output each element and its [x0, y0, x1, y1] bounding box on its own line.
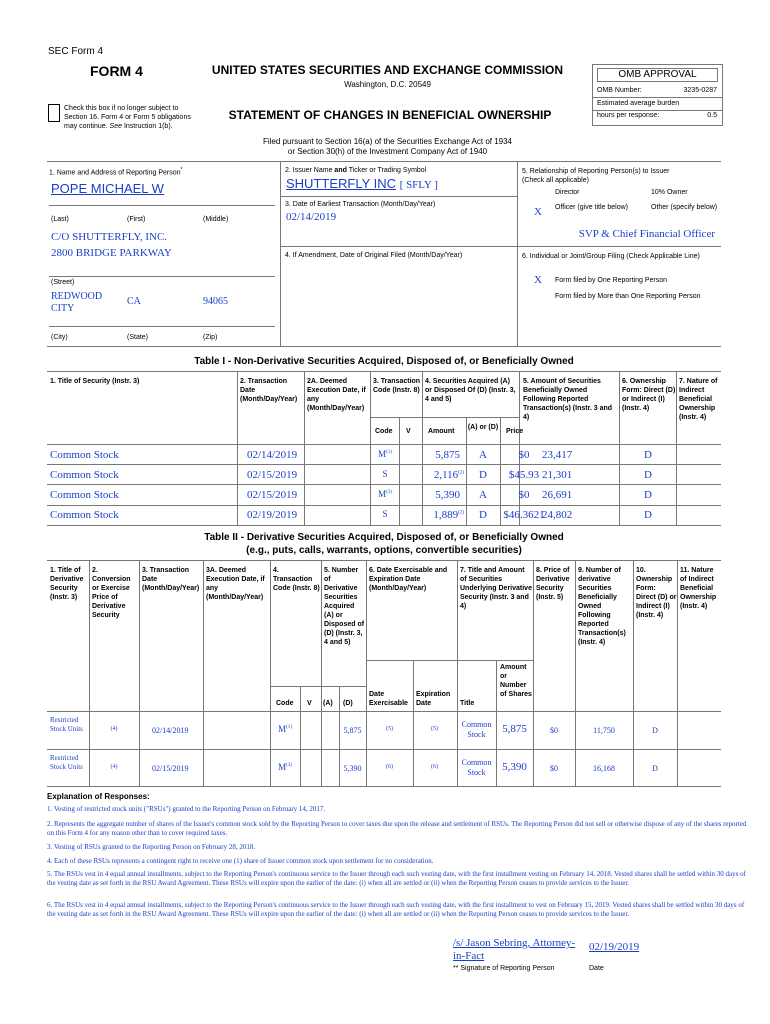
- filed-line-2: or Section 30(h) of the Investment Company Act of 1940: [287, 147, 488, 156]
- t2-cell-conv: (4): [110, 764, 118, 770]
- table-row: [0, 712, 770, 749]
- ticker-symbol: [ SFLY ]: [399, 179, 438, 191]
- t2-h3a: 3A. Deemed Execution Date, if any (Month/Day/Year): [206, 567, 265, 601]
- t1-cell-form: D: [644, 509, 652, 521]
- t1-cell-amount: 5,875: [435, 449, 460, 461]
- issuer-name-link[interactable]: SHUTTERFLY INC: [286, 176, 397, 191]
- t1-cell-code: $M^{(3)}$: [378, 489, 392, 499]
- form-title: FORM 4: [90, 63, 143, 79]
- t2-h3: 3. Transaction Date (Month/Day/Year): [142, 567, 200, 592]
- t1-cell-price: $0: [518, 449, 530, 461]
- t1-cell-ad: D: [479, 469, 487, 481]
- t2-a: (A): [323, 700, 333, 707]
- last-label: (Last): [51, 216, 69, 223]
- t1-cell-date: 02/19/2019: [247, 509, 298, 521]
- omb-box: [592, 64, 723, 126]
- footnote-4: 4. Each of these RSUs represents a contingent right to receive one (1) share of Issuer common stock upon settlement for no consideration.: [47, 857, 434, 865]
- t2-cell-conv: (4): [110, 726, 118, 732]
- one-person-checkmark: X: [534, 274, 542, 286]
- ten-percent-owner-label: 10% Owner: [651, 189, 688, 196]
- t1-h5: 5. Amount of Securities Beneficially Owned Following Reported Transaction(s) (Instr. 3 and 4): [523, 378, 613, 421]
- t2-cell-utitle: Common Stock: [461, 720, 492, 739]
- t1-cell-amount: 1,889$^{(2)}$: [433, 509, 464, 521]
- signature-date: 02/19/2019: [589, 941, 640, 953]
- t2-h1: 1. Title of Derivative Security (Instr. 3): [50, 567, 84, 601]
- t1-cell-ad: A: [479, 489, 487, 501]
- t2-cell-exer: (6): [386, 764, 393, 770]
- t1-cell-form: D: [644, 469, 652, 481]
- t2-cell-d: 5,875: [343, 726, 362, 735]
- t1-cell-ad: D: [479, 509, 487, 521]
- agency-location: Washington, D.C. 20549: [344, 80, 431, 89]
- table1-title: Table I - Non-Derivative Securities Acquired, Disposed of, or Beneficially Owned: [194, 356, 574, 367]
- t2-cell-date: 02/14/2019: [152, 726, 189, 735]
- t2-h10: 10. Ownership Form: Direct (D) or Indirect (I) (Instr. 4): [636, 567, 677, 619]
- t1-cell-title: Common Stock: [50, 449, 119, 461]
- table-row: [0, 465, 770, 485]
- t2-code: Code: [276, 700, 294, 707]
- t1-cell-ad: A: [479, 449, 487, 461]
- t2-cell-code: $M^{(3)}$: [278, 762, 292, 772]
- t2-cell-title: Restricted Stock Units: [50, 754, 83, 771]
- t2-cell-owned: 16,168: [593, 764, 615, 773]
- t2-cell-price: $0: [550, 726, 558, 735]
- t1-cell-title: Common Stock: [50, 509, 119, 521]
- t1-price: Price: [506, 428, 524, 435]
- t2-title: Title: [460, 700, 475, 707]
- t1-cell-date: 02/15/2019: [247, 469, 298, 481]
- t1-cell-form: D: [644, 489, 652, 501]
- earliest-transaction-date: 02/14/2019: [286, 211, 337, 223]
- t2-cell-utitle: Common Stock: [461, 758, 492, 777]
- sec-form-label: SEC Form 4: [48, 46, 104, 57]
- t1-cell-owned: 24,802: [542, 509, 573, 521]
- box1-label: 1. Name and Address of Reporting Person*: [49, 167, 183, 177]
- t2-h9: 9. Number of derivative Securities Beneficially Owned Following Reported Transaction(s) (Instr. 4): [578, 567, 626, 646]
- explanation-title: Explanation of Responses:: [47, 792, 150, 801]
- t1-cell-form: D: [644, 449, 652, 461]
- table-row: [0, 505, 770, 525]
- checkbox-instructions: [64, 104, 194, 131]
- footnote-5: 5. The RSUs vest in 4 equal annual installments, subject to the Reporting Person's continuous service to the Issuer through each such vesting date, with the first installment vesting on February 14, 2018. Vested shares shall be settled within 30 days of the vesting date as set forth in the RSU Award Agreement. These RSUs will expire upon the earlier of the date: (i) when all are settled or (ii) when the Reporting Person ceases to provide services to the Issuer.: [47, 870, 746, 887]
- t2-cell-d: 5,390: [343, 764, 362, 773]
- t2-h5: 5. Number of Derivative Securities Acquired (A) or Disposed of (D) (Instr. 3, 4 and 5): [324, 567, 365, 646]
- signature: /s/ Jason Sebring, Attorney-in-Fact: [453, 937, 576, 962]
- first-label: (First): [127, 216, 146, 223]
- t2-d: (D): [343, 700, 353, 707]
- t1-h4: 4. Securities Acquired (A) or Disposed Of (D) (Instr. 3, 4 and 5): [425, 378, 516, 403]
- t1-cell-code: $M^{(1)}$: [378, 449, 392, 459]
- omb-title: OMB APPROVAL: [597, 68, 718, 82]
- checkbox-text: Check this box if no longer subject to Section 16. Form 4 or Form 5 obligations may continue.: [64, 105, 191, 130]
- t2-h7: 7. Title and Amount of Securities Underlying Derivative Security (Instr. 3 and 4): [460, 567, 532, 610]
- t2-h2: 2. Conversion or Exercise Price of Derivative Security: [92, 567, 131, 619]
- t2-cell-uamt: 5,390: [502, 761, 527, 773]
- zip-value: 94065: [203, 296, 228, 307]
- t2-cell-code: $M^{(1)}$: [278, 724, 292, 734]
- footnote-1: 1. Vesting of restricted stock units ("RSUs") granted to the Reporting Person on February 14, 2017.: [47, 805, 326, 813]
- box6-label: 6. Individual or Joint/Group Filing (Check Applicable Line): [522, 253, 700, 260]
- city-label: (City): [51, 334, 68, 341]
- t1-aord: (A) or (D): [467, 424, 499, 431]
- t1-code: Code: [375, 428, 393, 435]
- t2-amount: Amount or Number of Shares: [500, 664, 532, 698]
- t2-h6: 6. Date Exercisable and Expiration Date (Month/Day/Year): [369, 567, 448, 592]
- one-person-label: Form filed by One Reporting Person: [555, 277, 668, 284]
- city-value: REDWOOD CITY: [51, 291, 103, 314]
- t1-h2a: 2A. Deemed Execution Date, if any (Month/Day/Year): [307, 378, 366, 412]
- t2-h11: 11. Nature of Indirect Beneficial Ownership (Instr. 4): [680, 567, 717, 610]
- t2-cell-uamt: 5,875: [502, 723, 527, 735]
- t1-amount: Amount: [428, 428, 455, 435]
- table2-title-2: (e.g., puts, calls, warrants, options, convertible securities): [246, 545, 522, 556]
- other-label: Other (specify below): [651, 204, 718, 211]
- omb-number-label: OMB Number:: [597, 87, 642, 94]
- omb-hours-label: hours per response:: [597, 112, 660, 119]
- box3-label: 3. Date of Earliest Transaction (Month/Day/Year): [285, 201, 436, 208]
- address-line-1: C/O SHUTTERFLY, INC.: [51, 231, 168, 243]
- t1-h2: 2. Transaction Date (Month/Day/Year): [240, 378, 298, 403]
- t1-v: V: [406, 428, 411, 435]
- agency-title: UNITED STATES SECURITIES AND EXCHANGE COMMISSION: [211, 63, 564, 77]
- t2-expiration: Expiration Date: [416, 691, 451, 707]
- t1-cell-price: $46.3621: [503, 509, 545, 521]
- t2-v: V: [307, 700, 312, 707]
- reporting-person-name-link[interactable]: POPE MICHAEL W: [51, 181, 164, 196]
- date-label: Date: [589, 965, 604, 972]
- t1-h7: 7. Nature of Indirect Beneficial Ownership (Instr. 4): [679, 378, 718, 421]
- t2-cell-date: 02/15/2019: [152, 764, 189, 773]
- zip-label: (Zip): [203, 334, 218, 341]
- officer-checkmark: X: [534, 206, 542, 218]
- box2-label: 2. Issuer Name and Ticker or Trading Symbol: [285, 167, 427, 174]
- more-person-label: Form filed by More than One Reporting Person: [555, 293, 701, 300]
- t2-cell-form: D: [652, 726, 658, 735]
- t2-cell-exp: (5): [431, 726, 438, 732]
- t1-cell-owned: 26,691: [542, 489, 573, 501]
- t1-cell-amount: 2,116$^{(2)}$: [433, 469, 464, 481]
- omb-hours: 0.5: [707, 112, 717, 119]
- street-label: (Street): [51, 279, 75, 286]
- t1-cell-date: 02/14/2019: [247, 449, 298, 461]
- t2-h8: 8. Price of Derivative Security (Instr. 5): [536, 567, 570, 601]
- table-row: [0, 485, 770, 505]
- t2-cell-exer: (5): [386, 726, 393, 732]
- address-line-2: 2800 BRIDGE PARKWAY: [51, 247, 172, 259]
- t1-cell-price: $45.93: [508, 469, 540, 481]
- t1-h6: 6. Ownership Form: Direct (D) or Indirect (I) (Instr. 4): [622, 378, 676, 412]
- t2-h4: 4. Transaction Code (Instr. 8): [273, 567, 320, 592]
- t2-exercisable: Date Exercisable: [369, 691, 408, 707]
- statement-title: STATEMENT OF CHANGES IN BENEFICIAL OWNERSHIP: [228, 108, 552, 122]
- checkbox-see: See: [109, 123, 123, 130]
- no-longer-subject-checkbox[interactable]: [48, 104, 60, 122]
- t2-cell-title: Restricted Stock Units: [50, 716, 83, 733]
- t1-cell-owned: 23,417: [542, 449, 573, 461]
- signature-label: ** Signature of Reporting Person: [453, 965, 555, 972]
- footnote-6: 6. The RSUs vest in 4 equal annual installments, subject to the Reporting Person's continuous service to the Issuer through each such vesting date, with the first installment to vest on February 15, 2019. Vested shares shall be settled within 30 days of the vesting date as set forth in the RSU Award Agreement. These RSUs will expire upon the earlier of the date: (i) when all are settled or (ii) when the Reporting Person ceases to provide services to the Issuer.: [47, 901, 745, 918]
- omb-number: 3235-0287: [683, 87, 717, 94]
- t1-cell-title: Common Stock: [50, 469, 119, 481]
- omb-burden-label: Estimated average burden: [597, 100, 680, 107]
- box5-label: 5. Relationship of Reporting Person(s) to Issuer (Check all applicable): [522, 168, 670, 184]
- checkbox-instruction-ref: Instruction 1(b).: [123, 123, 173, 130]
- t1-cell-owned: 21,301: [542, 469, 573, 481]
- table2-title-1: Table II - Derivative Securities Acquired, Disposed of, or Beneficially Owned: [204, 532, 564, 543]
- middle-label: (Middle): [203, 216, 229, 223]
- t2-cell-exp: (6): [431, 764, 438, 770]
- footnote-3: 3. Vesting of RSUs granted to the Reporting Person on February 28, 2018.: [47, 843, 256, 851]
- officer-title: SVP & Chief Financial Officer: [578, 228, 715, 240]
- footnote-2: 2. Represents the aggregate number of shares of the Issuer's common stock sold by the Reporting Person to cover taxes due upon the release and settlement of RSUs. The Reporting Person did not sell or otherwise dispose of any of the shares reported on this Form 4 for any reason other than to cover required taxes.: [47, 820, 747, 837]
- state-label: (State): [127, 334, 149, 341]
- t1-cell-code: S: [382, 469, 388, 479]
- table-row: [0, 445, 770, 465]
- filed-line-1: Filed pursuant to Section 16(a) of the Securities Exchange Act of 1934: [262, 137, 513, 146]
- t1-h3: 3. Transaction Code (Instr. 8): [373, 378, 421, 394]
- table-row: [0, 750, 770, 786]
- t1-cell-price: $0: [518, 489, 530, 501]
- t1-cell-date: 02/15/2019: [247, 489, 298, 501]
- t1-cell-amount: 5,390: [435, 489, 460, 501]
- issuer-line: [286, 176, 438, 191]
- t1-h1: 1. Title of Security (Instr. 3): [50, 378, 140, 385]
- t1-cell-code: S: [382, 509, 388, 519]
- box4-label: 4. If Amendment, Date of Original Filed (Month/Day/Year): [285, 252, 463, 259]
- t1-cell-title: Common Stock: [50, 489, 119, 501]
- officer-label: Officer (give title below): [555, 204, 629, 211]
- state-value: CA: [127, 296, 141, 307]
- t2-cell-form: D: [652, 764, 658, 773]
- director-label: Director: [555, 189, 580, 196]
- t2-cell-price: $0: [550, 764, 558, 773]
- t2-cell-owned: 11,750: [593, 726, 615, 735]
